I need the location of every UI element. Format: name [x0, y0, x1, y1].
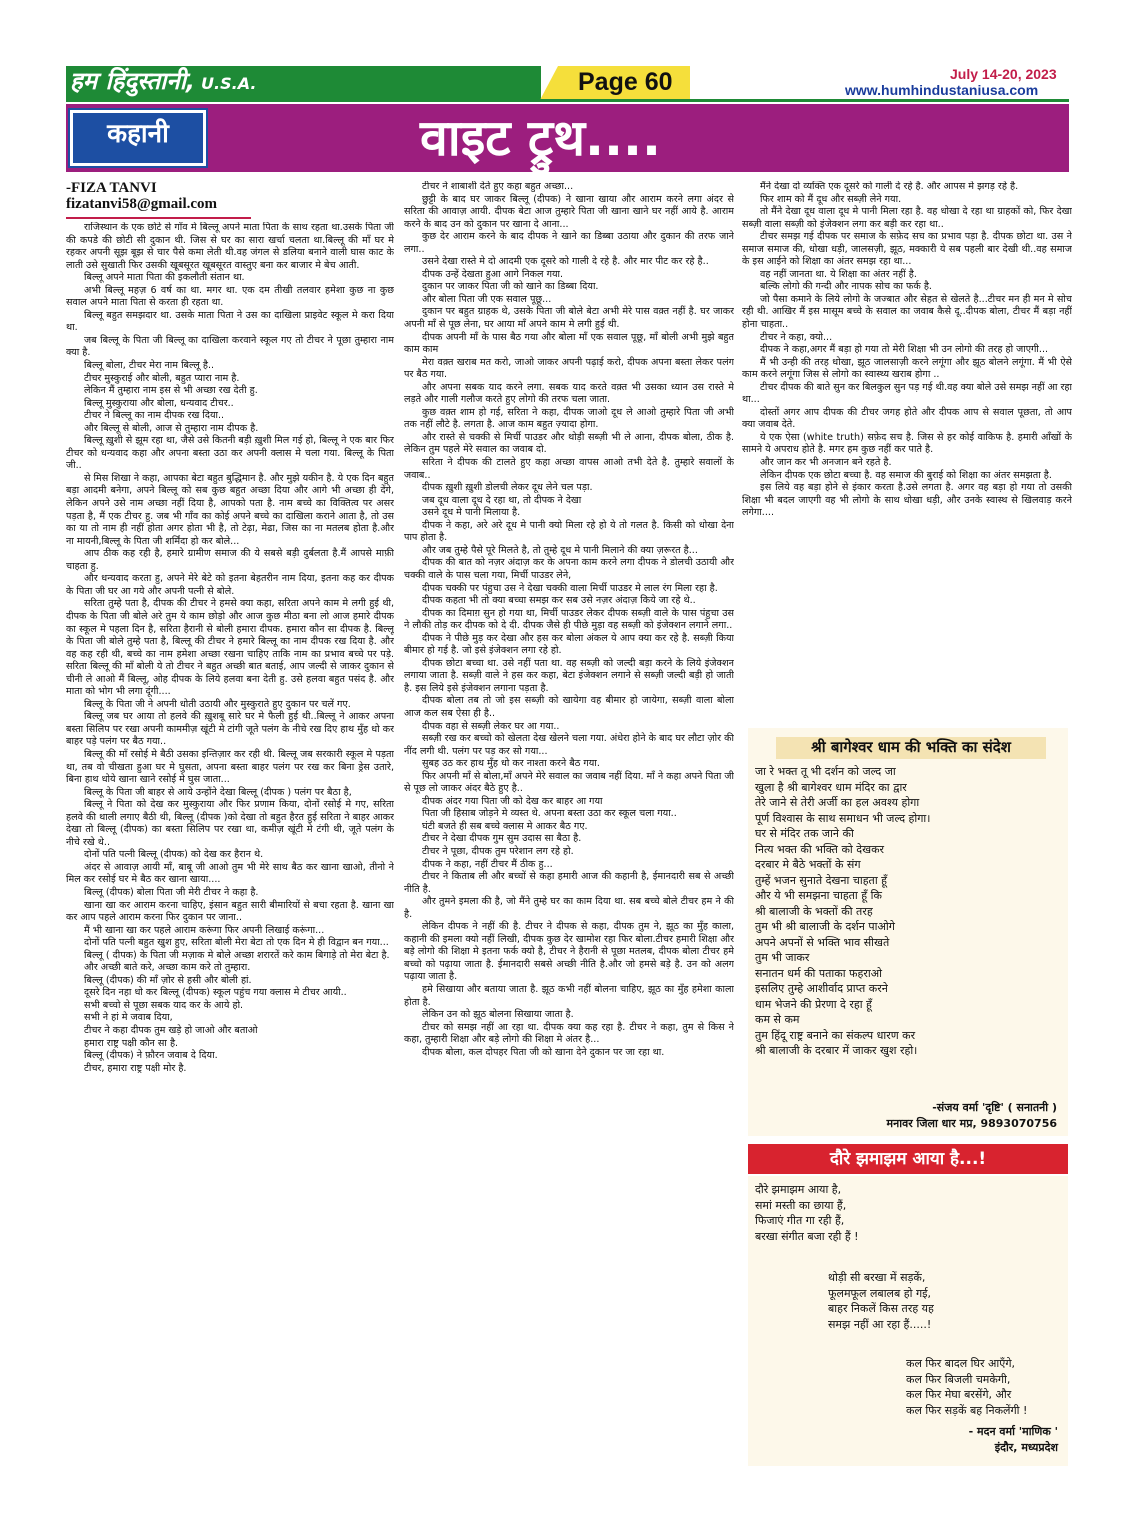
story-paragraph: लेकिन मैं तुम्हारा नाम इस से भी अच्छा रख देती हु. [84, 385, 258, 397]
poem-line: कल फिर बादल घिर आएँगे, [906, 1357, 1016, 1370]
story-title: वाइट ट्रुथ.... [420, 109, 662, 167]
story-paragraph: वह नहीं जानता था. ये शिक्षा का अंतर नहीं है. [760, 268, 917, 280]
story-paragraph: हमे सिखाया और बताया जाता है. झूठ कभी नहीं बोलना चाहिए, झूठ का मुँह हमेशा काला होता है. [404, 984, 734, 1008]
poem-author-block [755, 1100, 1057, 1132]
story-paragraph: सरिता तुम्हे पता है, दीपक की टीचर ने हमसे क्या कहा, सरिता अपने काम मे लगी हुई थी, दीपक के पिता जी बोले अरे तुम ये काम छोड़ो और आज कुछ मीठा बना लो आज हमारे दीपक का स्कूल मे पहला दिन है, सरिता हैरानी से बोली हमारा दीपक. हमारा कौन सा दीपक है. बिल्लू के पिता जी बोले तुम्हे पता है, बिल्लू की टीचर ने हमारे बिल्लू का नाम दीपक रख दिया है. और वह कह रही थी, बच्चे का नाम हमेशा अच्छा रखना चाहिए ताकि नाम का प्रभाव बच्चे पर पड़े. सरिता बिल्लू की माँ बोली ये तो टीचर ने बहुत अच्छी बात बताई, आप जल्दी से जाकर दुकान से चीनी ले आओ मैं बिल्लू, ओह दीपक के लिये हलवा बना देती हु. उसे हलवा बहुत पसंद है. और माता को भोग भी लगा दूंगी.... [66, 598, 394, 698]
story-paragraph: और जब तुम्हे पैसे पूरे मिलते है, तो तुम्हे दूध मे पानी मिलाने की क्या ज़रूरत है... [422, 544, 698, 556]
story-paragraph: दीपक की बात को नज़र अंदाज़ कर के अपना काम करने लगा दीपक ने डोलची उठायी और चक्की वाले के पास चला गया, मिर्ची पाउडर लेने, [404, 557, 734, 581]
story-paragraph: टीचर, हमारा राष्ट्र पक्षी मोर है. [84, 1062, 187, 1074]
poem-line: जा रे भक्त तू भी दर्शन को जल्द जा [755, 765, 896, 778]
story-paragraph: राजिस्थान के एक छोटे से गाँव मे बिल्लू अपने माता पिता के साथ रहता था.उसके पिता जी की कपडे की छोटी सी दुकान थी. जिस से घर का सारा खर्चा चलता था.बिल्लू की माँ घर मे रहकर अपनी सूझ बूझ से चार पैसे कमा लेती थी.वह जंगल से डलिया बनाने वाली घास काट के लाती उसे सुखाती फिर उसकी खूबसूरत खूबसूरत वास्तुए बना कर बाजार मे बेच आती. [66, 222, 394, 271]
story-paragraph: कुछ वक़्त शाम हो गई, सरिता ने कहा, दीपक जाओ दूध ले आओ तुम्हारे पिता जी अभी तक नहीं लौटे है. लगता है. आज काम बहुत ज़्यादा होगा. [404, 406, 734, 431]
section-label: कहानी [107, 119, 169, 149]
story-paragraph: दीपक ने कहा,अगर मैं बड़ा हो गया तो मेरी शिक्षा भी उन लोगो की तरह हो जाएगी... [760, 344, 1049, 356]
story-paragraph: दीपक अपनी माँ के पास बैठ गया और बोला माँ एक सवाल पूछू, माँ बोली अभी मुझे बहुत काम काम [404, 331, 734, 356]
poem-line: तुम्हें भजन सुनाते देखना चाहता हूँ [755, 873, 888, 887]
story-paragraph: बिल्लू (दीपक) ने फ़ौरन जवाब दे दिया. [84, 1050, 218, 1062]
poem-line: बाहर निकलें किस तरह यह [828, 1302, 934, 1315]
story-paragraph: बिल्लू मुस्कुराया और बोला, धन्यवाद टीचर.. [84, 397, 234, 409]
story-paragraph: बिल्लू ख़ुशी से झूम रहा था, जैसे उसे कितनी बड़ी ख़ुशी मिल गई हो, बिल्लू ने एक बार फिर टीचर को धन्यवाद कहा और अपना बस्ता उठा कर अपनी क्लास मे चला गया. बिल्लू के पिता जी.. [66, 435, 394, 472]
story-author: -FIZA TANVI [66, 180, 157, 196]
poem-author-address: मनावर जिला धार मप्र, 9893070756 [886, 1117, 1057, 1130]
story-paragraph: दोनों पति पत्नी बिल्लू (दीपक) को देख कर हैरान थे. [84, 849, 264, 861]
story-paragraph: दीपक ख़ुशी ख़ुशी डोलची लेकर दूध लेने चल पड़ा. [422, 482, 593, 494]
story-paragraph: और जान कर भी अनजान बने रहते है. [760, 457, 892, 469]
story-paragraph: दीपक छोटा बच्चा था. उसे नहीं पता था. वह सब्ज़ी को जल्दी बड़ा करने के लिये इंजेक्शन लगाया जाता है. सब्ज़ी वाले ने हस कर कहा, बेटा इंजेक्शन लगाने से सब्ज़ी जल्दी बड़ी हो जाती है. इस लिये इसे इंजेक्शन लगाना पड़ता है. [404, 657, 734, 694]
story-paragraph: टीचर ने देखा दीपक गुम सुम उदास सा बैठा है. [422, 833, 582, 845]
story-paragraph: और तुमने इमला की है, जो मैंने तुम्हे घर का काम दिया था. सब बच्चे बोले टीचर हम ने की है. [404, 896, 734, 920]
story-paragraph: छुट्टी के बाद घर जाकर बिल्लू (दीपक) ने खाना खाया और आराम करने लगा अंदर से सरिता की आवाज़ आयी. दीपक बेटा आज तुम्हारे पिता जी खाना खाने घर नहीं आये है. आराम करने के बाद उन को दुकान पर खाना दे आना... [404, 193, 734, 230]
story-paragraph: दोस्तों अगर आप दीपक की टीचर जगह होते और दीपक आप से सवाल पूछता, तो आप क्या जवाब देते. [742, 406, 1072, 431]
story-paragraph: और धन्यवाद करता हु, अपने मेरे बेटे को इतना बेहतरीन नाम दिया, इतना कह कर दीपक के पिता जी घर आ गये और अपनी पत्नी से बोले. [66, 573, 394, 597]
author-email[interactable]: fizatanvi58@gmail.com [66, 196, 218, 212]
poem-line: श्री बालाजी के दरबार में जाकर खुश रहो। [755, 1044, 918, 1057]
masthead-usa: U.S.A. [201, 74, 257, 93]
poem-line: पूर्ण विश्वास के साथ समाधन भी जल्द होगा। [755, 811, 931, 825]
story-paragraph: हमारा राष्ट्र पक्षी कौन सा है. [84, 1037, 179, 1049]
story-paragraph: दीपक कहता भी तो क्या बच्चा समझ कर सब उसे नज़र अंदाज़ किये जा रहे थे.. [422, 595, 696, 607]
poem-line: सनातन धर्म की पताका फहराओ [755, 966, 882, 980]
header-divider [66, 99, 1069, 102]
story-paragraph: बिल्लू के पिता जी ने अपनी धोती उठायी और मुस्कुराते हुए दुकान पर चलें गए. [84, 698, 351, 710]
poem-line: इसलिए तुम्हे आशीर्वाद प्राप्त करने [755, 982, 888, 995]
poem-line: श्री बालाजी के भक्तों की तरह [755, 904, 873, 918]
poem-line: बरखा संगीत बजा रही हैं ! [755, 1229, 859, 1243]
story-paragraph: खाना खा कर आराम करना चाहिए, इंसान बहुत सारी बीमारियों से बचा रहता है. खाना खा कर आप पहले आराम करना फिर दुकान पर जाना.. [66, 899, 394, 924]
story-paragraph: उसने देखा रास्ते मे दो आदमी एक दूसरे को गाली दे रहे है. और मार पीट कर रहे है.. [422, 256, 709, 268]
story-paragraph: टीचर ने शाबाशी देते हुए कहा बहुत अच्छा... [422, 181, 574, 192]
website-url[interactable]: www.humhindustaniusa.com [845, 82, 1039, 98]
story-paragraph: कुछ देर आराम करने के बाद दीपक ने खाने का डिब्बा उठाया और दुकान की तरफ जाने लगा.. [404, 231, 734, 255]
story-paragraph: फिर अपनी माँ से बोला,माँ अपने मेरे सवाल का जवाब नहीं दिया. माँ ने कहा अपने पिता जी से पूछ लो जाकर अंदर बैठे हुए है.. [404, 770, 734, 795]
story-paragraph: जब बिल्लू के पिता जी बिल्लू का दाखिला करवाने स्कूल गए तो टीचर ने पूछा तुम्हारा नाम क्या है. [66, 334, 394, 359]
poem-line: खुला है श्री बागेश्वर धाम मंदिर का द्वार [755, 780, 907, 794]
story-paragraph: बिल्लू बोला, टीचर मेरा नाम बिल्लू है.. [84, 360, 215, 372]
story-paragraph: फिर शाम को मैं दूध और सब्ज़ी लेने गया. [760, 193, 902, 205]
story-paragraph: टीचर दीपक की बाते सुन कर बिलकुल सुन पड़ गई थी.वह क्या बोले उसे समझ नहीं आ रहा था... [742, 381, 1072, 406]
story-paragraph: बिल्लू (दीपक) की माँ ज़ोर से हसी और बोली हां. [84, 974, 252, 986]
story-paragraph: दूसरे दिन नहा धो कर बिल्लू (दीपक) स्कूल पहुंच गया क्लास मे टीचर आयी.. [84, 987, 347, 999]
story-paragraph: मेरा वक़्त खराब मत करो, जाओ जाकर अपनी पढ़ाई करो, दीपक अपना बस्ता लेकर पलंग पर बैठ गया. [404, 356, 734, 381]
story-paragraph: बिल्लू ( दीपक) के पिता जी मज़ाक मे बोले अच्छा शरारतें करे काम बिगाड़े तो मेरा बेटा है. [84, 949, 390, 961]
story-paragraph: और अच्छी बाते करे, अच्छा काम करे तो तुम्हारा. [84, 962, 251, 974]
story-paragraph: अंदर से आवाज़ आयी माँ, बाबू जी आओ तुम भी मेरे साथ बैठ कर खाना खाओ, तीनो ने मिल कर रसोई घर मे बैठ कर खाना खाया.... [66, 861, 394, 886]
story-paragraph: दोनों पति पत्नी बहुत खुश हुए, सरिता बोली मेरा बेटा तो एक दिन मे ही विद्वान बन गया... [84, 937, 389, 949]
poem-line: थोड़ी सी बरखा में सड़कें, [828, 1271, 926, 1284]
story-paragraph: दीपक ने कहा, अरे अरे दूध मे पानी क्यो मिला रहे हो ये तो गलत है. किसी को धोखा देना पाप होता है. [404, 519, 734, 544]
story-paragraph: बिल्लू की माँ रसोई मे बैठी उसका इन्तिज़ार कर रही थी. बिल्लू जब सरकारी स्कूल मे पड़ता था, तब वो चीखता हुआ घर मे घुसता, अपना बस्ता बाहर पलंग पर रख कर बिना ड्रेस उतारे, बिना हाथ धोये खाना खाने रसोई मे घुस जाता... [66, 748, 394, 786]
story-paragraph: लेकिन दीपक ने नहीं की है. टीचर ने दीपक से कहा, दीपक तुम ने, झूठ का मुँह काला, कहानी की इमला क्यो नहीं लिखी, दीपक कुछ देर खामोश रहा फिर बोला.टीचर हमारी शिक्षा और बड़े लोगो की शिक्षा मे इतना फर्क क्यो है, टीचर ने हैरानी से पूछा मतलब, दीपक बोला टीचर हमे बच्चो को पढ़ाया जाता है. ईमानदारी सबसे अच्छी नीति है.और जो हमसे बड़े है. उन को अलग पढ़ाया जाता है. [404, 921, 734, 983]
story-paragraph: बिल्लू ने पिता को देख कर मुस्कुराया और फिर प्रणाम किया, दोनों रसोई मे गए, सरिता हलवे की थाली लगाए बैठी थी, बिल्लू (दीपक )को देखा तो बहुत हैरत हुई सरिता ने बाहर आकर देखा तो बिल्लू (दीपक) का बस्ता सिलिप पर रखा था, कमीज़ खूंटी मे टंगी थी, जूते पलंग के नीचे रखे थे.. [66, 799, 394, 848]
story-paragraph: टीचर ने कहा दीपक तुम खड़े हो जाओ और बताओ [84, 1025, 258, 1036]
poem-author: - मदन वर्मा 'माणिक ' [968, 1425, 1058, 1438]
byline-underline [66, 217, 251, 219]
story-column-1 [66, 222, 394, 1462]
poem-line: तेरे जाने से तेरी अर्जी का हल अवश्य होगा [755, 796, 920, 809]
poem-stanza-3 [906, 1356, 1027, 1418]
poem-line: तुम हिंदू राष्ट्र बनाने का संकल्प धारण कर [755, 1028, 916, 1042]
story-paragraph: उसने दूध मे पानी मिलाया है. [422, 507, 521, 519]
story-paragraph: बिल्लू जब घर आया तो हलवे की ख़ुशबू सारे घर मे फैली हुई थी..बिल्लू ने आकर अपना बस्ता सिलिप पर रखा अपनी काममीज़ खूंटी मे टांगी जूते पलंग के नीचे रख दिए हाथ मुँह धो कर बाहर पड़े पलंग पर बैठ गया.. [66, 711, 394, 748]
story-paragraph: दीपक उन्हें देखता हुआ आगे निकल गया. [422, 268, 564, 280]
story-paragraph: दीपक ने पीछे मुड़ कर देखा और हस कर बोला अंकल ये आप क्या कर रहे है. सब्ज़ी किया बीमार हो गई है. जो इसे इंजेक्शन लगा रहे हो. [404, 632, 734, 657]
story-paragraph: सब्ज़ी रख कर बच्चो को खेलता देख खेलने चला गया. अंधेरा होने के बाद घर लौटा ज़ोर की नींद लगी थी. पलंग पर पड़ कर सो गया... [404, 733, 734, 757]
poem-author-block [840, 1424, 1058, 1456]
poem-title: दौरे झमाझम आया है...! [829, 1149, 987, 1169]
story-paragraph: घंटी बजते ही सब बच्चे क्लास मे आकर बैठ गए. [422, 820, 588, 832]
poem-stanza-1 [755, 1182, 859, 1244]
story-paragraph: बल्कि लोगो की गन्दी और नापक सोच का फर्क है. [760, 281, 932, 293]
poem-line: दरबार मे बैठे भक्तों के संग [755, 858, 861, 871]
story-paragraph: और अपना सबक याद करने लगा. सबक याद करते वक़्त भी उसका ध्यान उस रास्ते मे लड़ते और गाली गलौज करते हुए लोगो की तरफ चला जाता. [404, 381, 734, 406]
poem-line: कल फिर सड़कें बह निकलेंगी ! [906, 1403, 1028, 1417]
story-paragraph: सभी ने हां मे जवाब दिया, [84, 1012, 173, 1024]
poem-line: अपने अपनों से भक्ति भाव सीखते [755, 935, 890, 949]
poem-line: दौरे झमाझम आया है, [755, 1183, 842, 1196]
poem-line: तुम भी जाकर [755, 951, 810, 964]
story-paragraph: दीपक चक्की पर पंहुचा उस ने देखा चक्की वाला मिर्ची पाउडर मे लाल रंग मिला रहा है. [422, 582, 718, 594]
story-paragraph: टीचर समझ गई दीपक पर समाज के सफ़ेद सच का प्रभाव पड़ा है. दीपक छोटा था. उस ने समाज समाज की, धोखा धड़ी, जालसज़ी, झूठ, मक्कारी ये सब पहली बार देखी थी..वह समाज के इस आईने को शिक्षा का अंतर समझ रहा था... [742, 231, 1072, 268]
story-paragraph: टीचर ने किताब ली और बच्चों से कहा हमारी आज की कहानी है, ईमानदारी सब से अच्छी नीति है. [404, 871, 734, 895]
masthead-title [70, 64, 256, 97]
poem-line: घर से मंदिर तक जाने की [755, 827, 854, 840]
poem-author-place: इंदौर, मध्यप्रदेश [994, 1441, 1058, 1454]
story-paragraph: टीचर ने कहा, क्यो... [760, 331, 833, 343]
story-paragraph: अभी बिल्लू महज़ 6 वर्ष का था. मगर था. एक दम तीखी तलवार हमेशा कुछ ना कुछ सवाल अपने माता पिता से करता ही रहता था. [66, 284, 394, 309]
masthead-name: हम हिंदुस्तानी, [70, 67, 196, 95]
poem-line: कल फिर मेघा बरसेंगे, और [906, 1388, 1012, 1401]
story-paragraph: बिल्लू (दीपक) बोला पिता जी मेरी टीचर ने कहा है. [84, 886, 259, 898]
story-paragraph: सरिता ने दीपक की टालते हुए कहा अच्छा वापस आओ तभी देते है. तुम्हारे सवालों के जवाब.. [404, 457, 734, 481]
story-paragraph: टीचर को समझ नहीं आ रहा था. दीपक क्या कह रहा है. टीचर ने कहा, तुम से किस ने कहा, तुम्हारी शिक्षा और बड़े लोगो की शिक्षा मे अंतर है... [404, 1021, 734, 1046]
story-paragraph: बिल्लू के पिता जी बाहर से आये उन्होंने देखा बिल्लू (दीपक ) पलंग पर बैठा है, [84, 786, 352, 798]
poem-line: फूलमफूल लबालब हो गई, [828, 1286, 932, 1300]
story-paragraph: से मिस शिखा ने कहा, आपका बेटा बहुत बुद्धिमान है. और मुझे यकीन है. ये एक दिन बहुत बड़ा आदमी बनेगा, अपने बिल्लू को सब कुछ बहुत अच्छा दिया और आगे भी अच्छा ही देंगे, लेकिन अपने उसे नाम अच्छा नहीं दिया है, आपको पता है. नाम बच्चे का विक्तित्व पर असर पड़ता है, मैं एक टीचर हु. जब भी गाँव का कोई अपने बच्चे का दाखिला कराने आता है, तो उस का या तो नाम ही नहीं होता अगर होता भी है, तो टेढ़ा, मेढा, जिस का ना मतलब होता है.और ना मायनी,बिल्लू के पिता जी शर्मिंदा हो कर बोले... [66, 472, 394, 547]
story-paragraph: इस लिये वह बड़ा होने से इंकार करता है.उसे लगता है. अगर वह बड़ा हो गया तो उसकी शिक्षा भी बदल जाएगी वह भी लोगो के साथ धोखा धड़ी, और उनके स्वास्थ से खिलवाड़ करने लगेगा.... [742, 482, 1072, 519]
story-paragraph: आप ठीक कह रही है, हमारे ग्रामीण समाज की ये सबसे बड़ी दुर्बलता है.मैं आपसे माफ़ी चाहता हु. [66, 548, 394, 572]
story-paragraph: दीपक अंदर गया पिता जी को देख कर बाहर आ गया [422, 795, 603, 807]
poem-line: धाम भेजने की प्रेरणा दे रहा हूँ [755, 997, 872, 1011]
poem-body [755, 764, 1055, 1059]
poem-line: फिजाएं गीत गा रही हैं, [755, 1214, 845, 1227]
story-paragraph: और बिल्लू से बोली, आज से तुम्हारा नाम दीपक है. [84, 422, 259, 434]
story-paragraph: दीपक का दिमाग़ सुन हो गया था, मिर्ची पाउडर लेकर दीपक सब्ज़ी वाले के पास पंहुचा उस ने लौकी तोड़ कर दीपक को दे दी. दीपक जैसे ही पीछे मुड़ा वह सब्ज़ी को इंजेक्शन लगाने लगा.. [404, 607, 734, 632]
story-paragraph: बिल्लू अपने माता पिता की इकलौती संतान था. [84, 272, 245, 284]
story-column-3 [742, 181, 1072, 721]
poem-line: तुम भी श्री बालाजी के दर्शन पाओगे [755, 920, 895, 933]
story-paragraph: दुकान पर बहुत ग्राहक थे, उसके पिता जी बोले बेटा अभी मेरे पास वक़्त नहीं है. घर जाकर अपनी माँ से पूछ लेना, घर आया माँ अपने काम मे लगी हुई थी. [404, 306, 734, 331]
story-paragraph: दीपक वहा से सब्ज़ी लेकर घर आ गया.. [422, 720, 560, 732]
page-number: Page 60 [578, 68, 673, 96]
story-paragraph: और रास्ते से चक्की से मिर्ची पाउडर और थोड़ी सब्ज़ी भी ले आना, दीपक बोला, ठीक है. लेकिन तुम पहले मेरे सवाल का जवाब दो. [404, 431, 734, 456]
story-paragraph: दीपक ने कहा, नहीं टीचर मैं ठीक हु... [422, 858, 553, 870]
poem-line: कल फिर बिजली चमकेगी, [906, 1372, 1011, 1386]
story-paragraph: जब दूध वाला दूध दे रहा था, तो दीपक ने देखा [422, 494, 582, 506]
story-paragraph: जो पैसा कमाने के लिये लोगो के जज्बात और सेहत से खेलते है...टीचर मन ही मन मे सोच रही थी. आखिर मैं इस मासूम बच्चे के सवाल का जवाब कैसे दू..दीपक बोला, टीचर मैं बड़ा नहीं होना चाहता.. [742, 293, 1072, 331]
story-paragraph: दुकान पर जाकर पिता जी को खाने का डिब्बा दिया. [422, 281, 599, 293]
poem-line: समां मस्ती का छाया हैं, [755, 1198, 847, 1212]
story-paragraph: सुबह उठ कर हाथ मुँह धो कर नाश्ता करने बैठ गया. [422, 758, 600, 770]
story-paragraph: बिल्लू बहुत समझदार था. उसके माता पिता ने उस का दाखिला प्राइवेट स्कूल मे करा दिया था. [66, 309, 394, 334]
poem-line: नित्य भक्त की भक्ति को देखकर [755, 842, 885, 856]
story-paragraph: टीचर मुस्कुराई और बोली, बहुत प्यारा नाम है. [84, 372, 240, 384]
story-paragraph: दीपक बोला तब तो जो इस सब्ज़ी को खायेगा वह बीमार हो जायेगा, सब्ज़ी वाला बोला आज कल सब ऐसा ही है.. [404, 695, 734, 719]
story-paragraph: मैं भी खाना खा कर पहले आराम करूंगा फिर अपनी लिखाई करूंगा... [84, 924, 325, 936]
story-paragraph: तो मैंने देखा दूध वाला दूध मे पानी मिला रहा है. वह धोखा दे रहा था ग्राहकों को, फिर देखा सब्ज़ी वाला सब्ज़ी को इंजेक्शन लगा कर बड़ी कर रहा था.. [742, 206, 1072, 230]
story-paragraph: टीचर ने बिल्लू का नाम दीपक रख दिया.. [84, 410, 225, 422]
story-paragraph: दीपक बोला, कल दोपहर पिता जी को खाना देने दुकान पर जा रहा था. [422, 1046, 665, 1058]
story-column-2 [404, 181, 734, 1466]
story-paragraph: टीचर ने पूछा, दीपक तुम परेशान लग रहे हो. [422, 845, 574, 857]
story-paragraph: पिता जी हिसाब जोड़ने मे व्यस्त थे. अपना बस्ता उठा कर स्कूल चला गया.. [422, 808, 677, 820]
story-paragraph: लेकिन दीपक एक छोटा बच्चा है. वह समाज की बुराई को शिक्षा का अंतर समझता है. [760, 469, 1052, 481]
poem-author: -संजय वर्मा 'दृष्टि' ( सनातनी ) [932, 1101, 1057, 1114]
poem-line: कम से कम [755, 1013, 800, 1026]
poem-stanza-2 [828, 1270, 934, 1332]
story-paragraph: ये एक ऐसा (white truth) सफ़ेद सच है. जिस से हर कोई वाकिफ है. हमारी आँखों के सामने ये अपराध होते है. मगर हम कुछ नहीं कर पाते है. [742, 431, 1072, 456]
poem-line: और ये भी समझना चाहता हूँ कि [755, 889, 882, 902]
story-paragraph: मैं भी उन्ही की तरह धोखा, झूठ जालसाज़ी करने लगूंगा और झूठ बोलने लगूंगा. मैं भी ऐसे काम करने लगूंगा जिस से लोगो का स्वास्थ्य खराब होगा .. [742, 356, 1072, 381]
poem-line: समझ नहीं आ रहा हैं.....! [828, 1317, 932, 1331]
story-paragraph: सभी बच्चो से पूछा सबक याद कर के आये हो. [84, 999, 244, 1011]
issue-date: July 14-20, 2023 [950, 66, 1057, 82]
story-paragraph: लेकिन उन को झूठ बोलना सिखाया जाता है. [422, 1009, 574, 1021]
story-paragraph: और बोला पिता जी एक सवाल पूछू... [422, 293, 552, 305]
poem-title: श्री बागेश्वर धाम की भक्ति का संदेश [811, 738, 1011, 756]
story-paragraph: मैंने देखा दो व्यक्ति एक दूसरे को गाली दे रहे है. और आपस मे झगड़ रहे है. [760, 181, 1019, 192]
